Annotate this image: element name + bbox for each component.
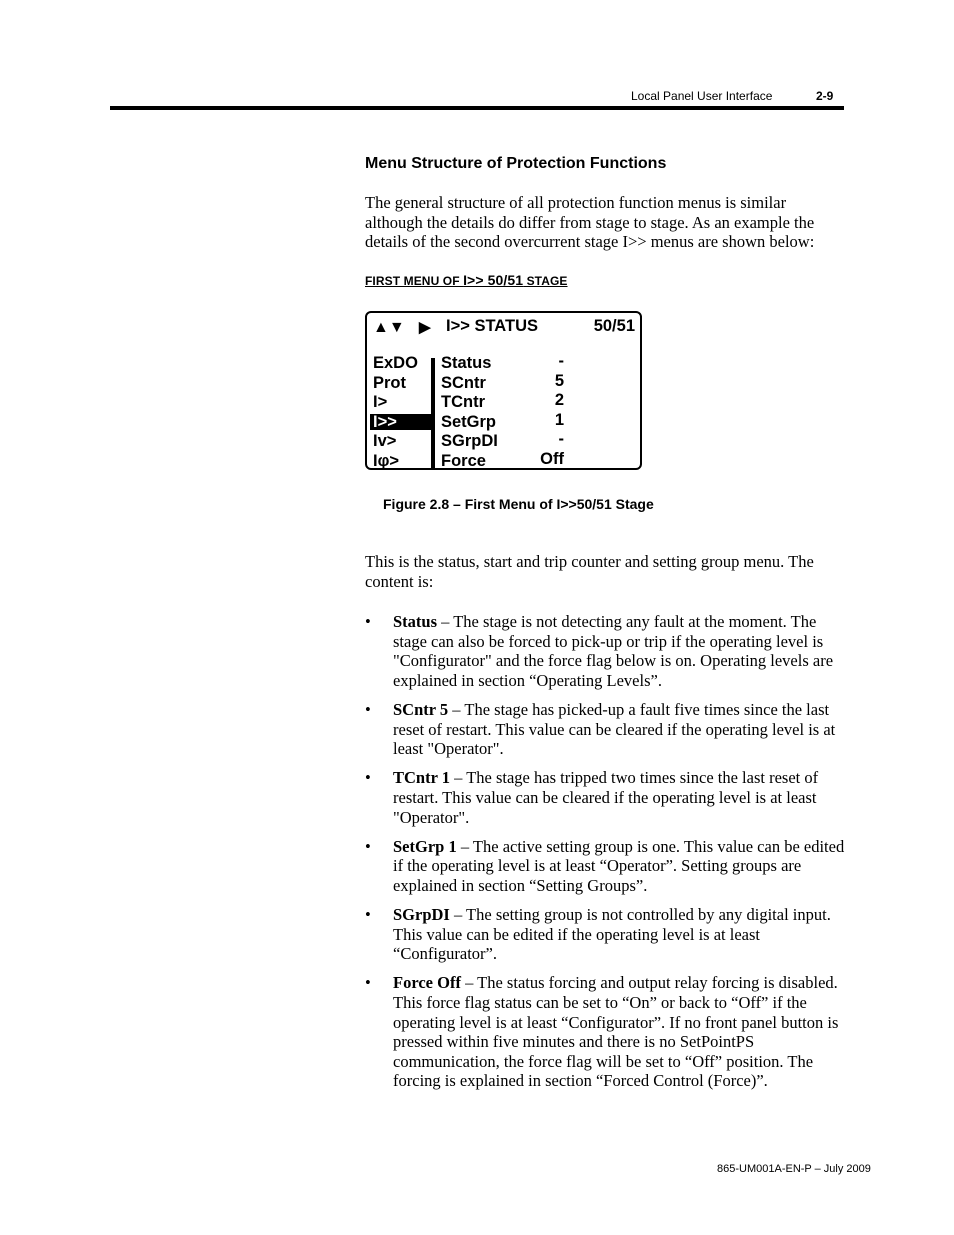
main-menu-item: ExDO (373, 354, 418, 372)
play-arrow-icon: ▶ (419, 319, 431, 336)
figure-label-part1: FIRST MENU OF (365, 274, 464, 288)
submenu-label: Status (441, 354, 492, 372)
submenu-label: Force (441, 452, 486, 470)
menu-divider (431, 358, 435, 469)
submenu-value: 5 (554, 372, 564, 390)
main-menu-item: Iv> (373, 432, 397, 450)
main-menu-item: Iφ> (373, 452, 400, 470)
running-header-title: Local Panel User Interface (631, 89, 773, 103)
bullet-text: – The stage has picked-up a fault five times since the last reset of restart. This value can be cleared if the operating level is at least "Operator". (393, 699, 836, 759)
submenu-value: 1 (554, 411, 564, 429)
bullet-marker: • (365, 905, 371, 925)
submenu-value: - (558, 352, 564, 370)
bullet-term: Force Off (393, 973, 461, 993)
figure-label-part3: STAGE (523, 274, 568, 288)
bullet-item (365, 973, 845, 1091)
bullet-marker: • (365, 768, 371, 788)
main-menu-item: I>> (373, 413, 397, 431)
header-rule (110, 106, 844, 110)
bullet-text: – The stage has tripped two times since the last reset of restart. This value can be cleared if the operating level is at least "Operator". (393, 768, 819, 827)
submenu-label: SGrpDI (441, 432, 498, 450)
bullet-text: – The setting group is not controlled by any digital input. This value can be edited if the operating level is at least “Configurator”. (393, 905, 831, 964)
bullet-item (365, 905, 845, 964)
main-menu-item: I> (373, 393, 388, 411)
figure-caption: Figure 2.8 – First Menu of I>>50/51 Stage (383, 496, 654, 512)
submenu-value: 2 (554, 391, 564, 409)
nav-arrows-icon: ▲▼ (373, 319, 405, 336)
intro-paragraph: The general structure of all protection function menus is similar although the details do differ from stage to stage. As an example the details of the second overcurrent stage I>> menus are shown below: (365, 193, 815, 252)
bullet-marker: • (365, 699, 371, 719)
bullet-marker: • (365, 973, 371, 993)
bullet-term: SGrpDI (393, 905, 450, 925)
bullet-marker: • (365, 836, 371, 856)
bullet-item (365, 768, 845, 827)
bullet-list (365, 612, 845, 1101)
footer-doc-id: 865-UM001A-EN-P – July 2009 (717, 1163, 871, 1175)
submenu-value: - (558, 430, 564, 448)
bullet-item (365, 700, 845, 759)
bullet-item (365, 837, 845, 896)
submenu-value: Off (540, 450, 564, 468)
main-menu-item: Prot (373, 374, 406, 392)
bullet-marker: • (365, 612, 371, 631)
bullet-term: TCntr 1 (393, 768, 450, 788)
lcd-display (365, 311, 642, 470)
lcd-code: 50/51 (593, 317, 635, 335)
page-number: 2-9 (816, 89, 834, 103)
bullet-term: SCntr 5 (393, 699, 449, 719)
lcd-title: I>> STATUS (446, 317, 538, 335)
bullet-text: – The status forcing and output relay forcing is disabled. This force flag status can be set to “On” or back to “Off” if the operating level is at least “Configurator”. If no front panel button is pressed within five minutes and there is no SetPointPS communication, the force flag will be set to “Off” position. The forcing is explained in section “Forced Control (Force)”. (393, 973, 839, 1091)
figure-label (365, 272, 568, 288)
bullet-term: SetGrp 1 (393, 836, 457, 856)
submenu-label: TCntr (441, 393, 485, 411)
bullet-item (365, 612, 845, 690)
bullet-text: – The stage is not detecting any fault at the moment. The stage can also be forced to pick-up or trip if the operating level is "Configurator" and the force flag below is on. Operating levels are explained in section “Operating Levels”. (393, 612, 834, 690)
submenu-label: SCntr (441, 374, 486, 392)
figure-label-part2: I>> 50/51 (463, 272, 524, 288)
content-intro: This is the status, start and trip counter and setting group menu. The content is: (365, 552, 814, 591)
submenu-label: SetGrp (441, 413, 497, 431)
section-heading: Menu Structure of Protection Functions (365, 155, 667, 172)
bullet-term: Status (393, 612, 438, 631)
bullet-text: – The active setting group is one. This value can be edited if the operating level is at least “Operator”. Setting groups are explained in section “Setting Groups”. (393, 836, 845, 895)
